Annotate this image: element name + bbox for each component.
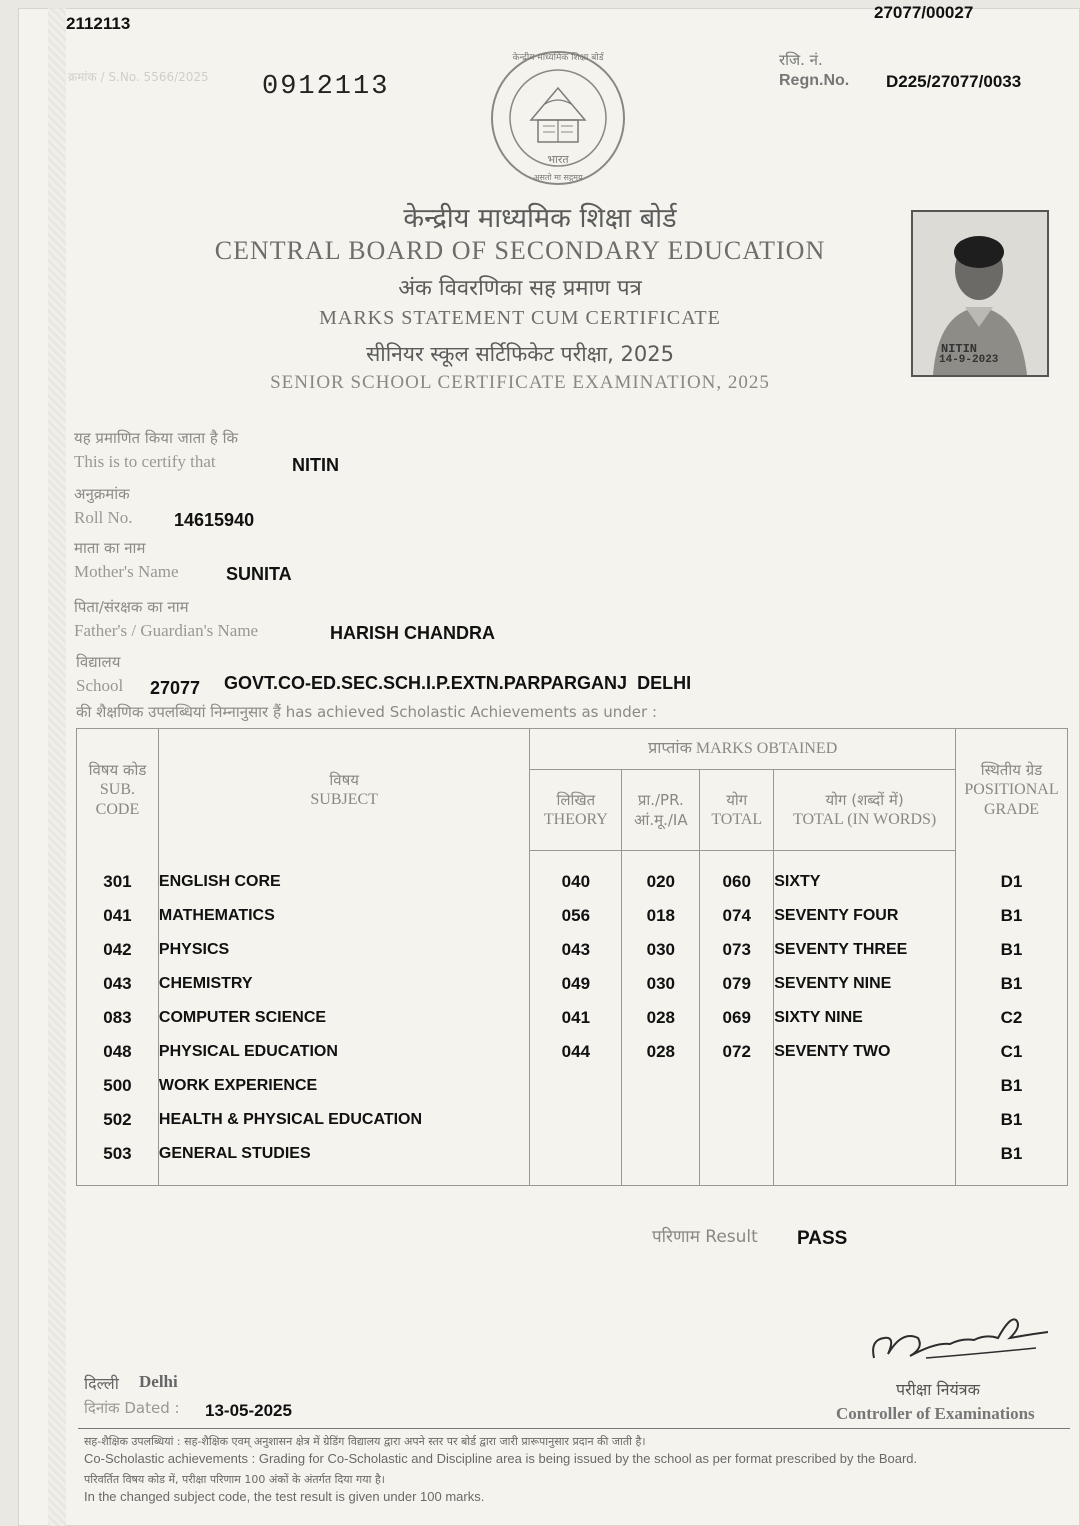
roll-label-hi: अनुक्रमांक — [74, 485, 130, 503]
school-label-en: School — [76, 676, 124, 695]
table-row — [77, 1103, 1068, 1137]
cell-total — [700, 1103, 774, 1137]
cell-theory — [530, 1103, 622, 1137]
table-row — [77, 1035, 1068, 1069]
cell-code: 503 — [77, 1137, 159, 1186]
cell-practical: 028 — [622, 1035, 700, 1069]
cell-total-words — [774, 1069, 956, 1103]
footer-note2-en: In the changed subject code, the test result is given under 100 marks. — [84, 1489, 485, 1504]
issue-date: 13-05-2025 — [205, 1401, 292, 1420]
cell-total-words: SEVENTY TWO — [774, 1035, 956, 1069]
regn-number: D225/27077/0033 — [886, 72, 1022, 91]
col-grade-en2: GRADE — [983, 800, 1040, 818]
cell-grade: B1 — [956, 899, 1068, 933]
footer-divider — [78, 1428, 1070, 1429]
cell-practical — [622, 1137, 700, 1186]
cell-practical — [622, 1103, 700, 1137]
cell-subject: PHYSICAL EDUCATION — [158, 1035, 529, 1069]
date-label: दिनांक Dated : — [84, 1399, 180, 1417]
emblem-ring-text: केन्द्रीय माध्यमिक शिक्षा बोर्ड — [512, 53, 604, 63]
cell-total-words: SEVENTY NINE — [774, 967, 956, 1001]
father-label-en: Father's / Guardian's Name — [74, 621, 259, 640]
col-total-hi: योग — [726, 791, 748, 809]
controller-signature — [866, 1308, 1056, 1378]
achievements-intro: की शैक्षणिक उपलब्धियां निम्नानुसार हैं has achieved Scholastic Achievements as under : — [76, 703, 657, 721]
cell-subject: COMPUTER SCIENCE — [158, 1001, 529, 1035]
place-en: Delhi — [139, 1372, 178, 1391]
marks-table-body — [77, 851, 1068, 1186]
cell-grade: B1 — [956, 1137, 1068, 1186]
cell-theory: 044 — [530, 1035, 622, 1069]
col-grade-en1: POSITIONAL — [964, 780, 1059, 798]
marks-table — [76, 728, 1068, 1186]
controller-title-en: Controller of Examinations — [836, 1404, 1035, 1423]
cell-theory: 043 — [530, 933, 622, 967]
cell-total-words: SIXTY NINE — [774, 1001, 956, 1035]
cell-grade: C1 — [956, 1035, 1068, 1069]
result-label: परिणाम Result — [652, 1227, 758, 1247]
cell-grade: B1 — [956, 967, 1068, 1001]
cell-total: 073 — [700, 933, 774, 967]
father-label-hi: पिता/संरक्षक का नाम — [74, 598, 189, 616]
board-title-hindi: केन्द्रीय माध्यमिक शिक्षा बोर्ड — [403, 203, 677, 234]
emblem-country: भारत — [547, 153, 569, 166]
cell-subject: MATHEMATICS — [158, 899, 529, 933]
cell-code: 048 — [77, 1035, 159, 1069]
father-name: HARISH CHANDRA — [330, 623, 495, 643]
cell-code: 042 — [77, 933, 159, 967]
mother-name: SUNITA — [226, 564, 292, 584]
cell-theory: 056 — [530, 899, 622, 933]
student-photo — [911, 210, 1049, 377]
controller-title-hi: परीक्षा नियंत्रक — [896, 1380, 980, 1399]
table-row — [77, 933, 1068, 967]
cell-total: 079 — [700, 967, 774, 1001]
cell-total-words — [774, 1137, 956, 1186]
col-code-hi: विषय कोड — [88, 760, 147, 779]
cell-total: 072 — [700, 1035, 774, 1069]
cell-subject: CHEMISTRY — [158, 967, 529, 1001]
cell-code: 083 — [77, 1001, 159, 1035]
col-total-en: TOTAL — [711, 811, 763, 828]
place-hi: दिल्ली — [84, 1374, 119, 1393]
table-row — [77, 1001, 1068, 1035]
table-row — [77, 899, 1068, 933]
cell-practical: 030 — [622, 933, 700, 967]
col-header-subject — [158, 729, 529, 851]
cell-total-words: SEVENTY FOUR — [774, 899, 956, 933]
table-row — [77, 967, 1068, 1001]
cell-total-words: SIXTY — [774, 851, 956, 900]
left-serial: 2112113 — [66, 14, 131, 33]
cell-practical: 028 — [622, 1001, 700, 1035]
certify-label-en: This is to certify that — [74, 452, 216, 471]
cell-code: 502 — [77, 1103, 159, 1137]
document-title-hindi: अंक विवरणिका सह प्रमाण पत्र — [398, 276, 642, 301]
col-words-hi: योग (शब्दों में) — [825, 791, 904, 809]
school-label-hi: विद्यालय — [76, 653, 121, 671]
student-name: NITIN — [292, 455, 339, 475]
col-subject-en: SUBJECT — [310, 790, 378, 808]
cell-total — [700, 1137, 774, 1186]
regn-label-en: Regn.No. — [779, 72, 850, 89]
cell-total: 060 — [700, 851, 774, 900]
col-header-total — [700, 770, 774, 851]
mother-label-hi: माता का नाम — [74, 539, 146, 557]
cell-practical: 030 — [622, 967, 700, 1001]
cell-theory — [530, 1069, 622, 1103]
col-header-grade — [956, 729, 1068, 851]
col-pr-en: आं.मू./IA — [634, 811, 688, 829]
cell-total — [700, 1069, 774, 1103]
footer-note2-hi: परिवर्तित विषय कोड में, परीक्षा परिणाम 100 अंकों के अंतर्गत दिया गया है। — [84, 1473, 385, 1486]
marks-obtained-header: प्राप्तांक MARKS OBTAINED — [530, 729, 956, 770]
roll-label-en: Roll No. — [74, 508, 133, 527]
cell-grade: B1 — [956, 1069, 1068, 1103]
cbse-emblem — [483, 48, 633, 198]
certificate-number: 0912113 — [262, 72, 390, 102]
col-grade-hi: स्थितीय ग्रेड — [980, 760, 1043, 779]
school-name: GOVT.CO-ED.SEC.SCH.I.P.EXTN.PARPARGANJ DELHI — [224, 673, 692, 693]
col-header-total-words — [774, 770, 956, 851]
cell-practical: 020 — [622, 851, 700, 900]
cell-subject: WORK EXPERIENCE — [158, 1069, 529, 1103]
cell-practical: 018 — [622, 899, 700, 933]
faded-serial-label: क्रमांक / S.No. 5566/2025 — [68, 70, 209, 84]
col-header-practical — [622, 770, 700, 851]
photo-name-caption: NITIN — [941, 342, 978, 356]
col-words-en: TOTAL (IN WORDS) — [792, 811, 937, 828]
photo-date-caption: 14-9-2023 — [939, 354, 999, 366]
col-subject-hi: विषय — [329, 770, 359, 789]
board-title-english: CENTRAL BOARD OF SECONDARY EDUCATION — [214, 236, 826, 265]
footer-note1-hi: सह-शैक्षिक उपलब्धियां : सह-शैक्षिक एवम् अनुशासन क्षेत्र में ग्रेडिंग विद्यालय द्वारा अपने स्तर पर बोर्ड द्वारा जारी प्रारूपानुसार प्रदान की जाती है। — [84, 1435, 646, 1448]
cell-grade: B1 — [956, 1103, 1068, 1137]
emblem-motto: असतो मा सद्गमय — [533, 173, 583, 182]
result-value: PASS — [797, 1228, 848, 1249]
cell-total-words: SEVENTY THREE — [774, 933, 956, 967]
cell-total-words — [774, 1103, 956, 1137]
cell-theory — [530, 1137, 622, 1186]
cell-total: 069 — [700, 1001, 774, 1035]
col-code-en1: SUB. — [99, 780, 136, 798]
col-code-en2: CODE — [95, 800, 140, 818]
cell-total: 074 — [700, 899, 774, 933]
col-theory-hi: लिखित — [556, 791, 596, 809]
cell-grade: D1 — [956, 851, 1068, 900]
cell-practical — [622, 1069, 700, 1103]
cell-theory: 040 — [530, 851, 622, 900]
table-row — [77, 1069, 1068, 1103]
cell-subject: PHYSICS — [158, 933, 529, 967]
document-title-english: MARKS STATEMENT CUM CERTIFICATE — [319, 307, 721, 329]
regn-label-hi: रजि. नं. — [779, 51, 823, 69]
cell-code: 043 — [77, 967, 159, 1001]
col-header-theory — [530, 770, 622, 851]
cell-code: 500 — [77, 1069, 159, 1103]
school-code: 27077 — [150, 678, 201, 698]
exam-title-english: SENIOR SCHOOL CERTIFICATE EXAMINATION, 2025 — [270, 372, 770, 393]
col-theory-en: THEORY — [543, 811, 608, 828]
footer-note1-en: Co-Scholastic achievements : Grading for Co-Scholastic and Discipline area is being issued by the school as per format prescribed by the Board. — [84, 1451, 918, 1466]
cell-subject: GENERAL STUDIES — [158, 1137, 529, 1186]
cell-theory: 041 — [530, 1001, 622, 1035]
cell-code: 301 — [77, 851, 159, 900]
col-header-code — [77, 729, 159, 851]
exam-title-hindi: सीनियर स्कूल सर्टिफिकेट परीक्षा, 2025 — [366, 342, 674, 366]
col-pr-hi: प्रा./PR. — [637, 791, 684, 809]
table-row — [77, 1137, 1068, 1186]
right-serial: 27077/00027 — [874, 3, 974, 22]
roll-number: 14615940 — [174, 510, 255, 530]
certify-label-hi: यह प्रमाणित किया जाता है कि — [74, 429, 238, 447]
mother-label-en: Mother's Name — [74, 562, 179, 581]
table-row — [77, 851, 1068, 900]
cell-code: 041 — [77, 899, 159, 933]
cell-grade: B1 — [956, 933, 1068, 967]
cell-theory: 049 — [530, 967, 622, 1001]
cell-subject: HEALTH & PHYSICAL EDUCATION — [158, 1103, 529, 1137]
cell-subject: ENGLISH CORE — [158, 851, 529, 900]
cell-grade: C2 — [956, 1001, 1068, 1035]
